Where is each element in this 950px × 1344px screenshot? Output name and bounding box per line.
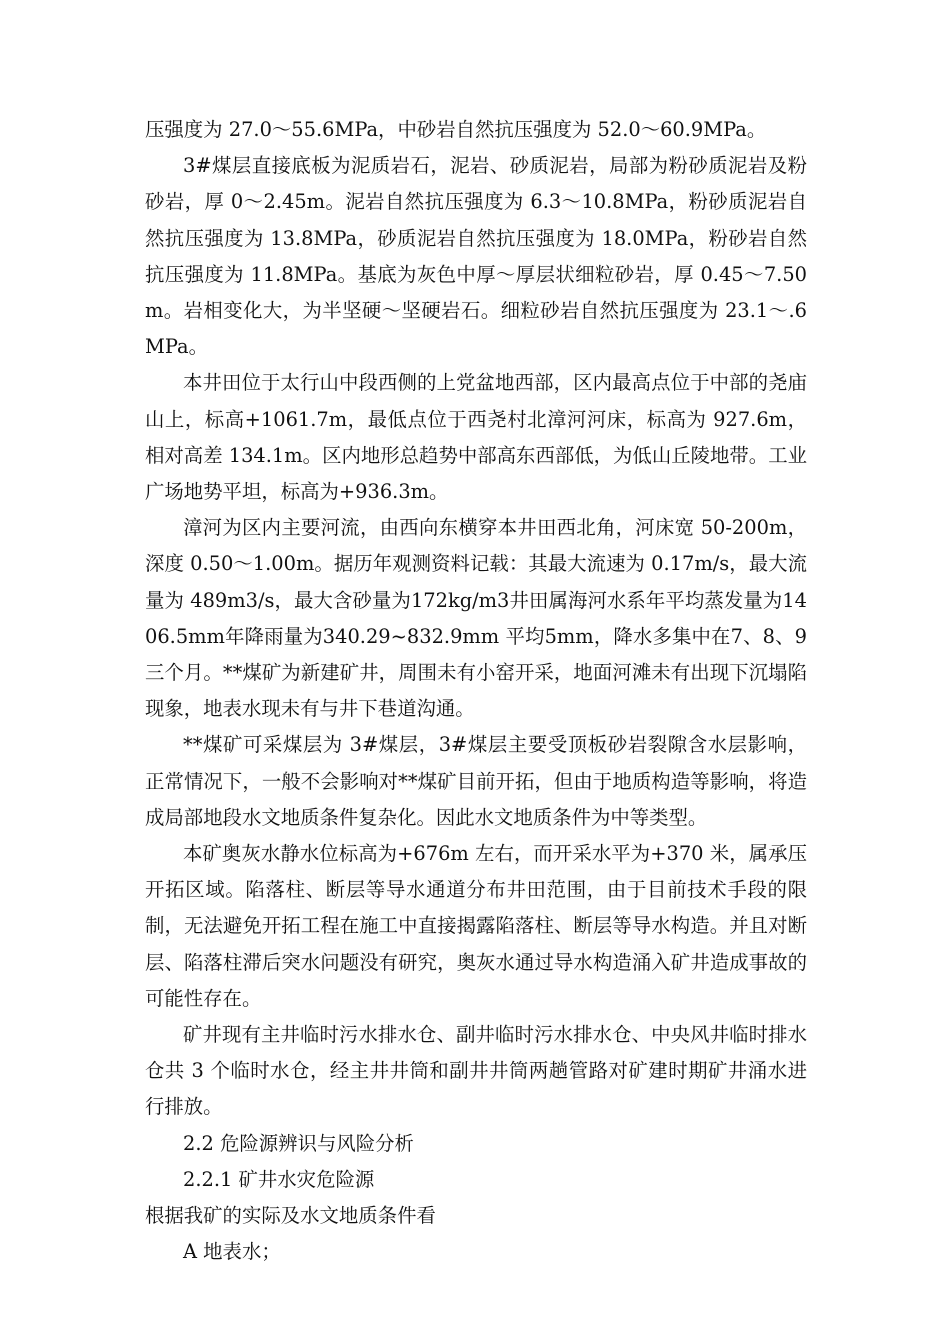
list-item: A 地表水； <box>183 1240 281 1264</box>
paragraph-terrain: 本井田位于太行山中段西侧的上党盆地西部，区内最高点位于中部的尧庙山上，标高+1061.7m，最低点位于西尧村北漳河河床，标高为 927.6m，相对高差 134.1m。区内地形总趋势中部高东西部低，为低山丘陵地带。工业广场地势平坦，标高为+936.3m。 <box>145 371 807 504</box>
text-line: 根据我矿的实际及水文地质条件看 <box>145 1204 436 1228</box>
paragraph-sumps: 矿井现有主井临时污水排水仓、副井临时污水排水仓、中央风井临时排水仓共 3 个临时水仓，经主井井筒和副井井筒两趟管路对矿建时期矿井涌水进行排放。 <box>145 1023 807 1119</box>
section-heading: 2.2 危险源辨识与风险分析 <box>183 1131 414 1155</box>
paragraph-ordovician-water: 本矿奥灰水静水位标高为+676m 左右，而开采水平为+370 米，属承压开拓区域。陷落柱、断层等导水通道分布井田范围，由于目前技术手段的限制，无法避免开拓工程在施工中直接揭露陷落柱、断层等导水构造。并且对断层、陷落柱滞后突水问题没有研究，奥灰水通过导水构造涌入矿井造成事故的可能性存在。 <box>145 842 807 1010</box>
subsection-heading: 2.2.1 矿井水灾危险源 <box>183 1167 375 1191</box>
paragraph-hydrogeology: **煤矿可采煤层为 3#煤层，3#煤层主要受顶板砂岩裂隙含水层影响，正常情况下，一般不会影响对**煤矿目前开拓，但由于地质构造等影响，将造成局部地段水文地质条件复杂化。因此水文地质条件为中等类型。 <box>145 733 807 829</box>
paragraph-continuation: 压强度为 27.0～55.6MPa，中砂岩自然抗压强度为 52.0～60.9MPa。 <box>145 118 767 141</box>
paragraph-coal-floor: 3#煤层直接底板为泥质岩石，泥岩、砂质泥岩，局部为粉砂质泥岩及粉砂岩，厚 0～2.45m。泥岩自然抗压强度为 6.3～10.8MPa，粉砂质泥岩自然抗压强度为 13.8MPa，砂质泥岩自然抗压强度为 18.0MPa，粉砂岩自然抗压强度为 11.8MPa。基底为灰色中厚～厚层状细粒砂岩，厚 0.45～7.50m。岩相变化大，为半坚硬～坚硬岩石。细粒砂岩自然抗压强度为 23.1～.6MPa。 <box>145 154 807 359</box>
document-page <box>145 112 807 1271</box>
paragraph-zhang-river: 漳河为区内主要河流，由西向东横穿本井田西北角，河床宽 50-200m，深度 0.50～1.00m。据历年观测资料记载：其最大流速为 0.17m/s，最大流量为 489m3/s，最大含砂量为172kg/m3井田属海河水系年平均蒸发量为1406.5mm年降雨量为340.29~832.9mm 平均5mm，降水多集中在7、8、9三个月。**煤矿为新建矿井，周围未有小窑开采，地面河滩未有出现下沉塌陷现象，地表水现未有与井下巷道沟通。 <box>145 516 807 721</box>
